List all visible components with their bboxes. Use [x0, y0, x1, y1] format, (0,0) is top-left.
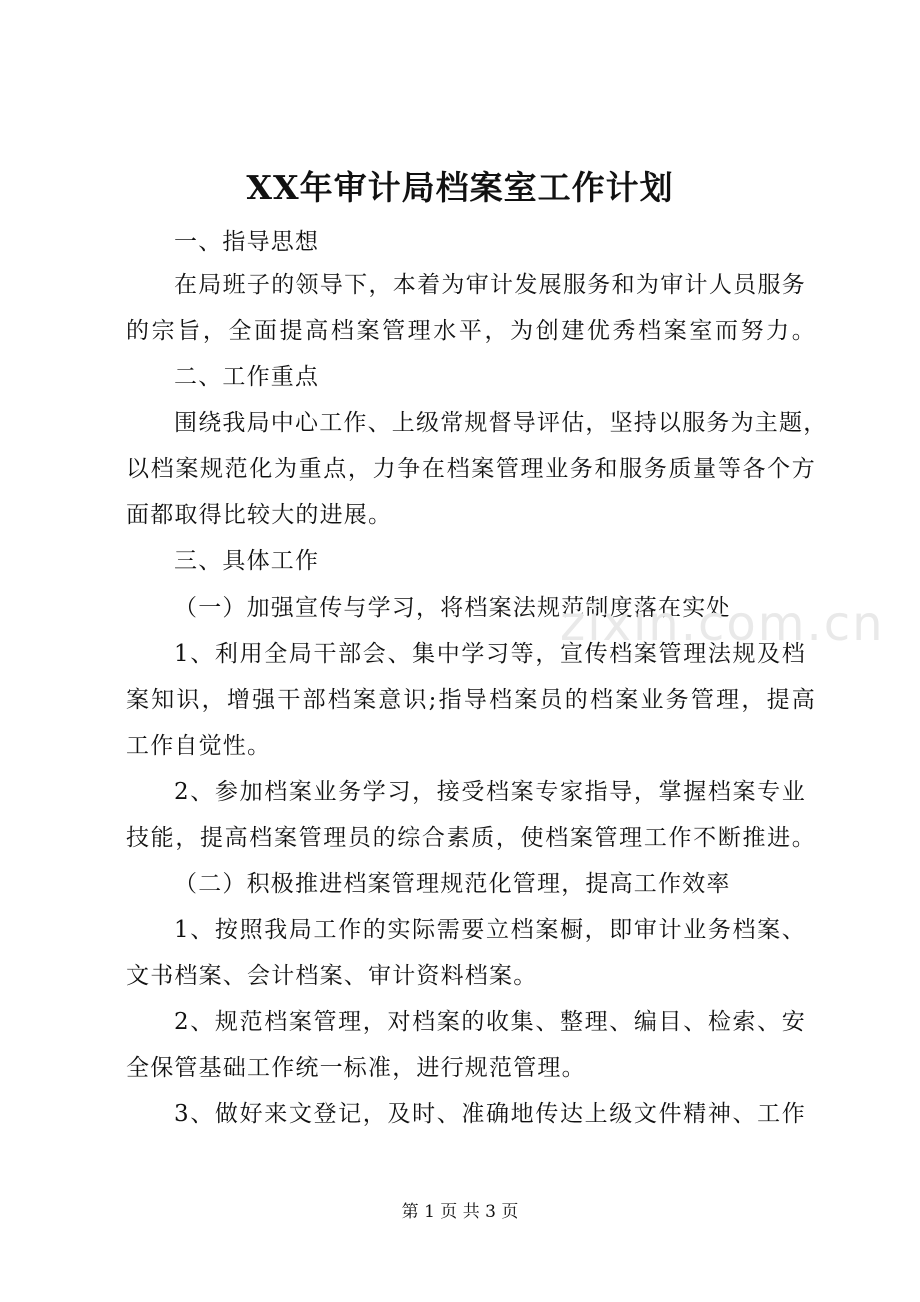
paragraph-line: 技能，提高档案管理员的综合素质，使档案管理工作不断推进。 — [126, 825, 816, 851]
paragraph-line: 1、按照我局工作的实际需要立档案橱，即审计业务档案、 — [174, 917, 806, 943]
paragraph-line: 3、做好来文登记，及时、准确地传达上级文件精神、工作 — [174, 1101, 806, 1127]
paragraph-line: 面都取得比较大的进展。 — [126, 502, 393, 528]
paragraph-line: 全保管基础工作统一标准，进行规范管理。 — [126, 1055, 586, 1081]
paragraph-line: 工作自觉性。 — [126, 733, 272, 759]
watermark: zixin.com.cn — [560, 596, 885, 652]
subsection-heading-2: （二）积极推进档案管理规范化管理，提高工作效率 — [174, 871, 731, 897]
paragraph-line: 围绕我局中心工作、上级常规督导评估，坚持以服务为主题， — [174, 410, 828, 436]
subsection-heading-1: （一）加强宣传与学习，将档案法规范制度落在实处 — [174, 595, 731, 621]
section-heading-2: 二、工作重点 — [174, 364, 320, 390]
section-heading-1: 一、指导思想 — [174, 229, 320, 255]
paragraph-line: 文书档案、会计档案、审计资料档案。 — [126, 963, 538, 989]
page-footer: 第 1 页 共 3 页 — [401, 1202, 519, 1222]
paragraph-line: 2、规范档案管理，对档案的收集、整理、编目、检索、安 — [174, 1009, 806, 1035]
document-title: XX年审计局档案室工作计划 — [246, 168, 674, 207]
section-heading-3: 三、具体工作 — [174, 548, 320, 574]
paragraph-line: 在局班子的领导下，本着为审计发展服务和为审计人员服务 — [174, 272, 806, 298]
paragraph-line: 以档案规范化为重点，力争在档案管理业务和服务质量等各个方 — [126, 456, 816, 482]
paragraph-line: 的宗旨，全面提高档案管理水平，为创建优秀档案室而努力。 — [126, 318, 816, 344]
paragraph-line: 1、利用全局干部会、集中学习等，宣传档案管理法规及档 — [174, 641, 806, 667]
paragraph-line: 2、参加档案业务学习，接受档案专家指导，掌握档案专业 — [174, 779, 806, 805]
paragraph-line: 案知识，增强干部档案意识;指导档案员的档案业务管理，提高 — [126, 687, 816, 713]
